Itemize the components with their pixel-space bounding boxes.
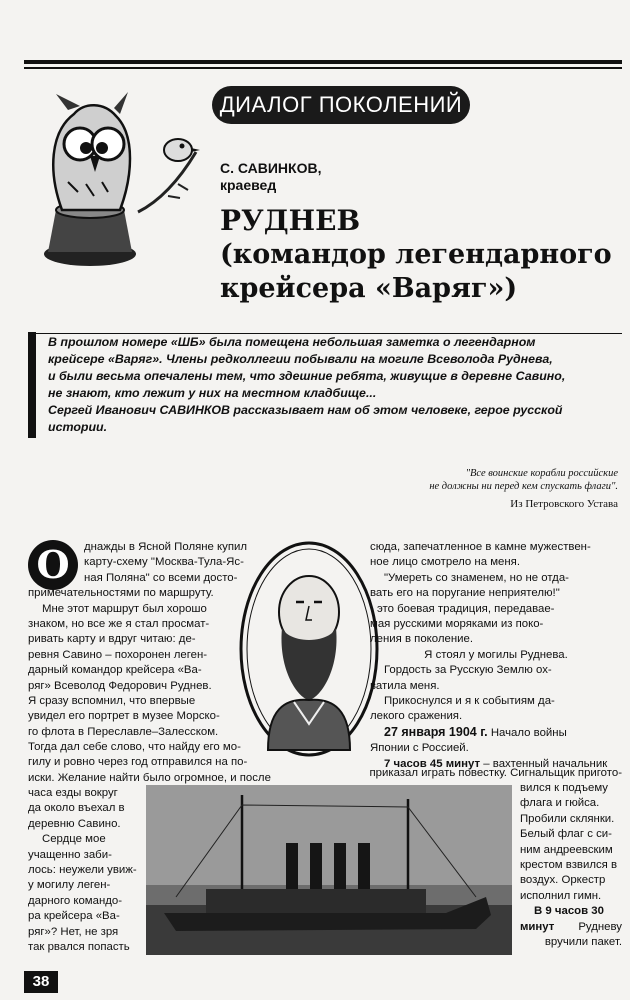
col1-line: так рвался попасть [28,941,130,954]
drop-cap: О [28,540,78,590]
page-number: 38 [24,971,58,993]
col1-line: Тогда дал себе слово, что найду его мо- [28,741,241,753]
col2-line: ним андреевским [520,843,613,856]
col1-line: часа езды вокруг [28,787,118,799]
col2-line: ватила меня. [370,679,440,692]
col1-line: ная Поляна" со всеми досто- [84,571,238,584]
col2-line: сюда, запечатленное в камне мужествен- [370,541,591,553]
headline-line: (командор легендарного [220,239,612,270]
col2-line: ления в поколение. [370,633,474,646]
col1-line: дарный командор крейсера «Ва- [28,664,202,677]
lead-line: крейсере «Варяг». Члены редколлегии побывали на могиле Всеволода Руднева, [48,352,553,366]
col2-line: Прикоснулся и я к событиям да- [384,695,555,708]
lead-line: и были весьма опечалены тем, что здешние ребята, живущие в деревне Савино, [48,369,566,383]
owl-illustration [28,92,216,272]
time-highlight: 7 часов 45 минут [384,757,481,770]
col2-line: Белый флаг с си- [520,828,612,841]
header-rule-thick [24,60,622,64]
col1-line: ревня Савино – похоронен леген- [28,648,208,661]
article-column-1-narrow [28,786,140,955]
col2-line: - это боевая традиция, передавае- [370,602,555,615]
col2-line: "Умереть со знаменем, но не отда- [384,571,569,584]
article-column-2-narrow [520,781,622,950]
col2-line-tail: Рудневу [578,920,622,933]
col1-line: дарного командо- [28,894,123,907]
cruiser-varyag-photo [146,785,512,955]
col1-line: карту-схему "Москва-Тула-Яс- [84,556,244,569]
col2-line [520,920,622,935]
author-name: С. САВИНКОВ, [220,160,322,176]
col1-line: гилу и ровно через год отправился на по- [28,756,248,769]
col1-line: Сердце мое [42,833,106,846]
article-column-1-wide [28,740,328,786]
col1-line: ра крейсера «Ва- [28,910,120,923]
col1-line: днажды в Ясной Поляне купил [84,541,248,553]
col2-line: флага и гюйса. [520,797,600,810]
lead-line: Сергей Иванович САВИНКОВ рассказывает нам об этом человеке, герое русской [48,403,563,417]
col1-line: ривать карту и вдруг читаю: де- [28,633,196,646]
epigraph-line: не должны ни перед кем спускать флаги". [429,481,618,492]
lead-bar [28,332,36,438]
header-rule-thin [24,67,622,69]
col2-line: Я стоял у могилы Руднева. [424,648,568,661]
col2-line: воздух. Оркестр [520,874,606,887]
author-role: краевед [220,177,277,193]
col1-line: лось: неужели увиж- [28,864,137,877]
col1-line: Мне этот маршрут был хорошо [42,602,207,615]
col2-line: Японии с Россией. [370,742,469,755]
col2-line [370,725,622,741]
date-highlight: 27 января 1904 г. [384,724,488,739]
col1-line: Я сразу вспомнил, что впервые [28,695,196,708]
col1-line: учащенно заби- [28,848,112,861]
time-highlight: минут [520,920,555,933]
col1-line: знаком, но все же я стал просмат- [28,618,210,631]
section-rubric: ДИАЛОГ ПОКОЛЕНИЙ [212,86,470,124]
article-column-2-wide [292,766,622,781]
col2-line-tail: – вахтенный начальник [483,757,608,770]
epigraph-line: "Все воинские корабли российские [465,468,618,479]
col2-line: мая русскими моряками из поко- [370,618,544,631]
col1-line: ряг» Всеволод Федорович Руднев. [28,679,212,692]
col1-line: увидел его портрет в музее Морско- [28,710,220,723]
article-headline [220,204,625,306]
col1-line: да около въехал в [28,802,125,815]
col2-line: ное лицо смотрело на меня. [370,556,521,569]
headline-line: крейсера «Варяг») [220,273,518,304]
col2-line: В 9 часов 30 [534,905,604,918]
col2-line: исполнил гимн. [520,889,602,902]
col2-line: вать его на поругание неприятелю!" [370,587,560,600]
article-column-2 [370,540,622,772]
article-column-1 [28,540,264,740]
lead-paragraph [48,334,614,436]
col2-line: лекого сражения. [370,710,463,723]
col2-line-tail: Начало войны [490,726,567,739]
col1-line: ряг»? Нет, не зря [28,925,119,938]
epigraph [318,467,618,493]
col2-line: Гордость за Русскую Землю ох- [384,664,552,677]
col1-line: деревню Савино. [28,817,121,830]
col2-line: крестом взвился в [520,859,618,872]
lead-line: истории. [48,420,108,434]
col1-line: примечательностями по маршруту. [28,587,214,600]
col1-line: у могилу леген- [28,879,111,892]
col2-line: вручили пакет. [544,936,622,949]
lead-line: В прошлом номере «ШБ» была помещена небольшая заметка о легендарном [48,335,536,349]
epigraph-source: Из Петровского Устава [510,498,618,510]
col1-line: иски. Желание найти было огромное, и после [28,771,271,784]
lead-line: не знают, кто лежит у них на местном кладбище... [48,386,377,400]
headline-line: РУДНЕВ [220,204,361,237]
col2-line: приказал играть повестку. Сигнальщик пригото- [369,767,622,779]
col2-line: Пробили склянки. [520,812,615,825]
col2-line: вился к подъему [520,782,608,794]
col1-line: го флота в Переславле–Залесском. [28,725,219,738]
